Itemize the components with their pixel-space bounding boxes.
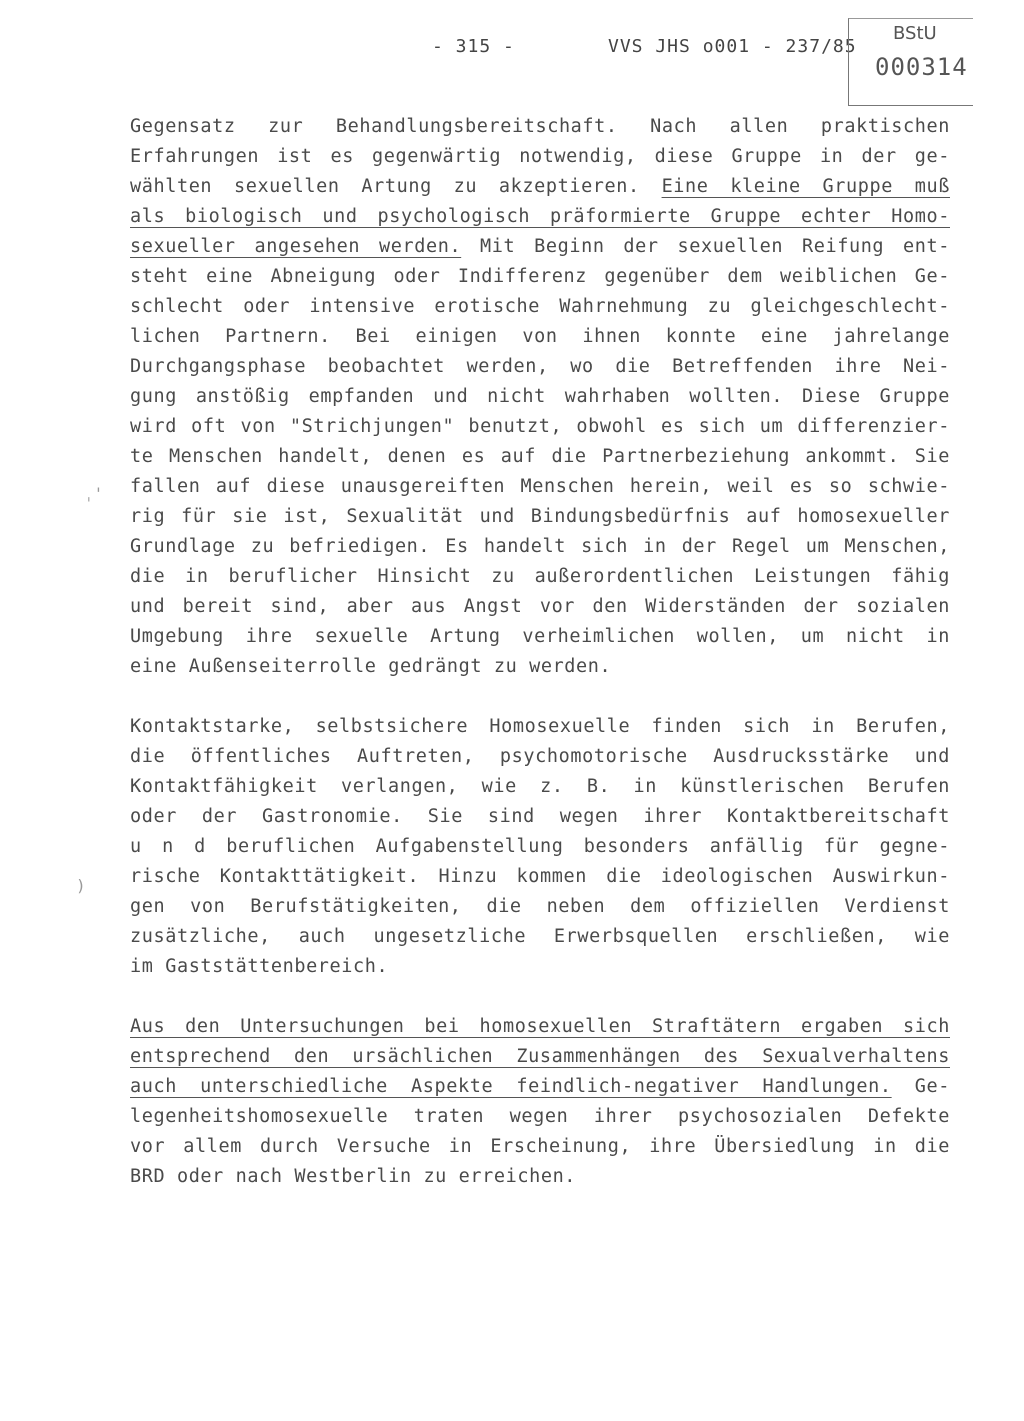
text-line xyxy=(130,202,950,232)
text-line xyxy=(130,472,950,502)
text-segment: oder der Gastronomie. Sie sind wegen ihrer Kontaktbereitschaft xyxy=(130,806,950,827)
stamp-label: BStU xyxy=(893,23,937,44)
text-line xyxy=(130,292,950,322)
text-line xyxy=(130,592,950,622)
underlined-text: Aus den Untersuchungen bei homosexuellen Straftätern ergaben sich xyxy=(130,1016,950,1037)
text-line xyxy=(130,262,950,292)
text-segment: zusätzliche, auch ungesetzliche Erwerbsquellen erschließen, wie xyxy=(130,926,950,947)
text-segment: u n d beruflichen Aufgabenstellung besonders anfällig für gegne- xyxy=(130,836,950,857)
text-line xyxy=(130,952,950,982)
archive-stamp xyxy=(848,18,973,106)
text-line xyxy=(130,1072,950,1102)
text-line xyxy=(130,1042,950,1072)
text-line xyxy=(130,712,950,742)
text-line xyxy=(130,172,950,202)
text-segment: Durchgangsphase beobachtet werden, wo die Betreffenden ihre Nei- xyxy=(130,356,950,377)
text-line xyxy=(130,922,950,952)
text-segment: die in beruflicher Hinsicht zu außerordentlichen Leistungen fähig xyxy=(130,566,950,587)
text-segment: fallen auf diese unausgereiften Menschen herein, weil es so schwie- xyxy=(130,476,950,497)
text-line xyxy=(130,772,950,802)
text-line xyxy=(130,112,950,142)
text-line xyxy=(130,1012,950,1042)
text-segment: vor allem durch Versuche in Erscheinung, ihre Übersiedlung in die xyxy=(130,1136,950,1157)
text-line xyxy=(130,742,950,772)
text-line xyxy=(130,892,950,922)
text-line xyxy=(130,652,950,682)
text-segment: und bereit sind, aber aus Angst vor den Widerständen der sozialen xyxy=(130,596,950,617)
document-reference: VVS JHS o001 - 237/85 xyxy=(608,36,857,57)
underlined-text: als biologisch und psychologisch präformierte Gruppe echter Homo- xyxy=(130,206,950,227)
text-line xyxy=(130,142,950,172)
text-segment: lichen Partnern. Bei einigen von ihnen konnte eine jahrelange xyxy=(130,326,950,347)
text-segment: gen von Berufstätigkeiten, die neben dem offiziellen Verdienst xyxy=(130,896,950,917)
text-segment: Kontaktstarke, selbstsichere Homosexuelle finden sich in Berufen, xyxy=(130,716,950,737)
text-line xyxy=(130,232,950,262)
text-segment: BRD oder nach Westberlin zu erreichen. xyxy=(130,1166,577,1187)
page-number: - 315 - xyxy=(432,36,515,57)
underlined-text: auch unterschiedliche Aspekte feindlich-negativer Handlungen. xyxy=(130,1076,892,1097)
text-segment: rische Kontakttätigkeit. Hinzu kommen die ideologischen Auswirkun- xyxy=(130,866,950,887)
underlined-text: entsprechend den ursächlichen Zusammenhängen des Sexualverhaltens xyxy=(130,1046,950,1067)
text-line xyxy=(130,862,950,892)
text-segment: die öffentliches Auftreten, psychomotorische Ausdrucksstärke und xyxy=(130,746,950,767)
text-line xyxy=(130,832,950,862)
text-line xyxy=(130,1102,950,1132)
text-line xyxy=(130,442,950,472)
text-segment: wählten sexuellen Artung zu akzeptieren. xyxy=(130,176,662,197)
text-segment: wird oft von "Strichjungen" benutzt, obwohl es sich um differenzier- xyxy=(130,416,950,437)
text-segment: steht eine Abneigung oder Indifferenz gegenüber dem weiblichen Ge- xyxy=(130,266,950,287)
stamp-number: 000314 xyxy=(875,53,968,81)
text-segment: schlecht oder intensive erotische Wahrnehmung zu gleichgeschlecht- xyxy=(130,296,950,317)
text-segment: rig für sie ist, Sexualität und Bindungsbedürfnis auf homosexueller xyxy=(130,506,950,527)
text-line xyxy=(130,1162,950,1192)
text-segment: eine Außenseiterrolle gedrängt zu werden. xyxy=(130,656,612,677)
text-segment: Erfahrungen ist es gegenwärtig notwendig, diese Gruppe in der ge- xyxy=(130,146,950,167)
text-line xyxy=(130,352,950,382)
text-segment: Kontaktfähigkeit verlangen, wie z. B. in künstlerischen Berufen xyxy=(130,776,950,797)
text-line xyxy=(130,412,950,442)
text-segment: te Menschen handelt, denen es auf die Partnerbeziehung ankommt. Sie xyxy=(130,446,950,467)
text-line xyxy=(130,1132,950,1162)
margin-mark: ˌ' xyxy=(84,484,104,503)
text-segment: Umgebung ihre sexuelle Artung verheimlichen wollen, um nicht in xyxy=(130,626,950,647)
text-line xyxy=(130,502,950,532)
text-segment: legenheitshomosexuelle traten wegen ihrer psychosozialen Defekte xyxy=(130,1106,950,1127)
text-line xyxy=(130,532,950,562)
text-line xyxy=(130,322,950,352)
text-line xyxy=(130,802,950,832)
text-segment: Mit Beginn der sexuellen Reifung ent- xyxy=(461,236,950,257)
text-line xyxy=(130,562,950,592)
underlined-text: Eine kleine Gruppe muß xyxy=(661,176,950,197)
text-segment: im Gaststättenbereich. xyxy=(130,956,389,977)
text-line xyxy=(130,622,950,652)
underlined-text: sexueller angesehen werden. xyxy=(130,236,462,257)
margin-mark: ) xyxy=(76,876,86,895)
text-line xyxy=(130,382,950,412)
text-segment: gung anstößig empfanden und nicht wahrhaben wollten. Diese Gruppe xyxy=(130,386,950,407)
text-segment: Gegensatz zur Behandlungsbereitschaft. Nach allen praktischen xyxy=(130,116,950,137)
text-segment: Grundlage zu befriedigen. Es handelt sich in der Regel um Menschen, xyxy=(130,536,950,557)
text-segment: Ge- xyxy=(891,1076,950,1097)
